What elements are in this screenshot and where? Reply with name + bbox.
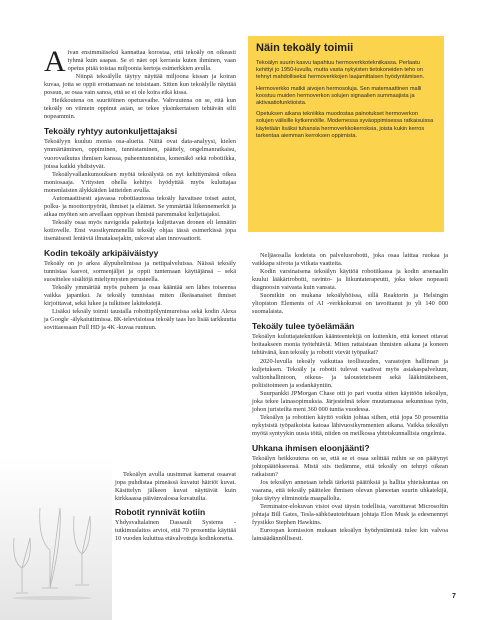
body-paragraph: Tekoälyvallankumouksen myötä tekoälystä on nyt kehittymässä oikea moniosaaja. Yritysten ohella kehitys hyödyttää myös kuluttajaa monenlaisten älykkäiden laitteiden avulla. [44,170,236,194]
info-box [248,36,444,232]
section-heading: Kodin tekoäly arkipäiväistyy [44,248,159,259]
body-paragraph: Tekoälyyn kuuluu monia osa-alueita. Näitä ovat data-analyysi, kielen ymmärtäminen, oppiminen, tunnistaminen, päättely, ongelmanratkaisu, vuorovaikutus ihmisen kanssa, puheentunnistus, konenäkö sekä robotiikka, joissa kaikki yhdistyvät. [44,138,236,170]
body-paragraph: Tekoäly osaa myös navigoida paketteja kuljettavan dronen eli lennätin kotiovelle. Ensi vuosikymmenellä tekoäly ohjaa tässä esimerkissä jopa itsenäisesti lentäviä ilmataksejakin, uskovat alan innovaattorit. [44,218,236,242]
body-paragraph: Automaattisesti ajavassa robottiautossa tekoäly havaitsee toiset autot, polku- ja moottoripyörät, ihmiset ja eläimet. Se ymmärtää liikennemerkit ja aikaa myöten sen arvellaan oppivan ihmistä paremmaksi kuljettajaksi. [44,194,236,218]
drop-cap: A [44,45,66,78]
info-box-paragraph: Opetuksen aikana tekniikka muodostaa painotukset hermoverkon solujen välisille kytkennöille. Modernessa syväoppimisessa ratkaisuissa käytetään lisäksi tuhansia hermoverkkokerroksia, joista kukin kerros tarkentaa aiemman kerroksen oppimista. [256,111,434,139]
right-column [252,252,448,544]
section-heading: Robotit rynnivät kotiin [115,507,206,518]
continuation-column [115,471,236,543]
body-paragraph: Lisäksi tekoäly toimii taustalla robottipölynimureissa sekä kodin Alexa ja Google -älykaiuttimissa. 8K-televisioissa tekoäly taas luo lisää tarkkuutta sovittaessaan Full HD ja 4K -kuvaa ruutuun. [44,308,236,332]
body-paragraph: Tekoälyn ja robottien käyttö voikin johtaa siihen, että jopa 50 prosenttia nykyisistä työpaikoista katoaa lähivuosikymmenien aikana. Vaikka tekoälyn myötä syntyykin uusia töitä, niiden on meilkossa yhteiskunnallisia ongelmia. [252,413,448,437]
body-paragraph: 2020-luvulla tekoäly vaikuttaa teollisuuden, varastojen hallinnan ja kuljetuksen. Tekoäly ja robotit tulevat vaativat myös asiakaspalveluun, valtionhallintoon, oikeus- ja talousteteiseen sekä lääkintäteiseen, poliisitoimeen ja sodankäyntiin. [252,357,448,389]
info-box-paragraph: Tekoälyn suurin kasvu tapahtuu hermoverkkotekniikassa. Perlaatu kehittyi jo 1950-luvulla, mutta vasta nykyisten tietokoneiden teho on tehnyt mahdolliseksi hermoverkkojen laajamittaisen hyödyntämisen. [256,60,425,81]
body-paragraph: Kodin varsinaisena tekoälyn käyttöä robotiikassa ja kodin arsenaalin kuului lääkärirobotti, ravinto- ja liikuntaterapeutti, joka tekee nopeasti diagnoosin vaivasta kuin vanssta. [252,268,448,292]
body-paragraph: Yhdysvaltalainen Dassault Systems -tutkimuslaitos arvioi, että 70 prosenttia käyttää 10 vuoden kuluttua etävalvottuja kodinkoneita. [115,519,236,543]
section-heading: Tekoäly tulee työelämään [252,321,355,332]
info-box-paragraph: Hermoverkko matkii aivojen hermosoluja. Sen matemaattinen malli koostuu muiden hermoverkon solujen signaalien summaajista ja aktivaatiofunktioista. [256,85,422,107]
section-heading: Tekoäly ryhtyy autonkuljettajaksi [44,126,178,137]
info-box-title: Näin tekoäly toimii [256,42,354,54]
page-number: 7 [452,593,456,600]
intro-text: ivan ensimmäiseksi kannattaa korostaa, että tekoäly on oikeasti tyhmä kuin saapas. Se ei näet opi kerrasta kuten ihminen, vaan opetus pitää toistaa miljoonia kertoja esimerkkien avulla. [67,49,236,73]
body-paragraph: Terminator-elokuvan visiot ovat täysin todellisia, varoittavat Microsoftin johtaja Bill Gates, Tesla-sähköautotehtaan johtaja Elon Musk ja edesmennyt fyysikko Stephen Hawkins. [252,503,448,527]
wine-glasses-photo [0,458,112,620]
body-paragraph: Tekoälyn kuluttajatekniikan käänteentekijä on kuitenkin, että koneet ottavat hoitaakseen monia työtehtäviä. Miten rattaistaan ihmisten aikana ja koneen tehtävänä, kun tekoäly ja robotit vievät työpaikat? [252,333,448,357]
body-paragraph: Tekoälyn heikkoutena on se, että se ei osaa selittää mihin se on päätynyt johtopäätökseensä. Mistä siis tiedämme, että tekoäly on tehnyt oikean ratkaisun? [252,454,448,479]
intro-paragraph [44,45,236,78]
left-column [44,45,236,332]
body-paragraph: Niinpä tekoälylle täytyy näyttää miljoona kissan ja koiran kuvaa, jotta se oppii erottamaan ne toisistaan. Sitten kun tekoälylle näyttää possun, se osaa vain sanoa, että se ei ole koira eikä kissa. [44,73,236,97]
body-paragraph: Jos tekoälyn annetaan tehdä tärkeitä päätöksiä ja hallita yhteiskuntaa on vaarana, että tekoäly päättelee ihmisen olevan planeetan suurin uhkatekijä, joka täytyy eliminoida maapallolta. [252,479,448,503]
body-paragraph: Tekoäly ymmärtää myös puheen ja osaa kääntää sen lähes toiseensa vaikka japaniksi. Ja tekoäly tunnistaa miten ilkeäsanaiset ihmiset kirjoittavat, sekä lukee ja tulkitsee lakitekstejä. [44,284,236,308]
body-paragraph: Euroopan komission mukaan tekoälyn hyödyntämistä tulee kin valvoa lainsäädännöllisesti. [252,527,448,543]
body-paragraph: Tekoälyn avulla uusimmat kamerat osaavat jopa puhdistaa pimeässä kuvatut häiriöt kuvat. Käsittelyn jälkeen kuvat näyttävät kuin kirkkaassa päivänvalossa kuvatuilta. [115,471,236,503]
body-paragraph: Heikkoutena on suuritöinen opetusvaihe. Vahvuutena on se, että kun tekoäly on viimein oppinut asian, se tekee yksinkertaisen tehtävän silti nopeammin. [44,97,236,121]
body-paragraph: Suurpankki JPMorgan Chase otti jo pari vuotta sitten käyttöön tekoälyn, joka tekee lainasopimuksia. Järjestelmä tekee muutamassa sekunnissa työn, johon juristeilta meni 360 000 tuntia vuodessa. [252,389,448,413]
body-paragraph: Suomikin on mukana tekoälyhöissa, sillä Reaktorin ja Helsingin yliopiston Elements of AI -verkkokurssi on tavoittanut jo yli 140 000 suomalaista. [252,292,448,316]
body-paragraph: Neljäsosalla kodeista on palvelusrobotti, joka osaa laittaa ruokaa ja vaikkapa siivota ja viikata vaatteita. [252,252,448,268]
body-paragraph: Tekoäly on jo arkea älypuhelimissa ja nettipalveluissa. Näissä tekoäly tunnistaa kasvot, sormenjäljet ja oppii tuntemaan käyttäjänsä – sekä suosittelee sisältöjä mieltymysten perusteella. [44,260,236,284]
section-heading: Uhkana ihmisen eloonjäänti? [252,442,370,453]
